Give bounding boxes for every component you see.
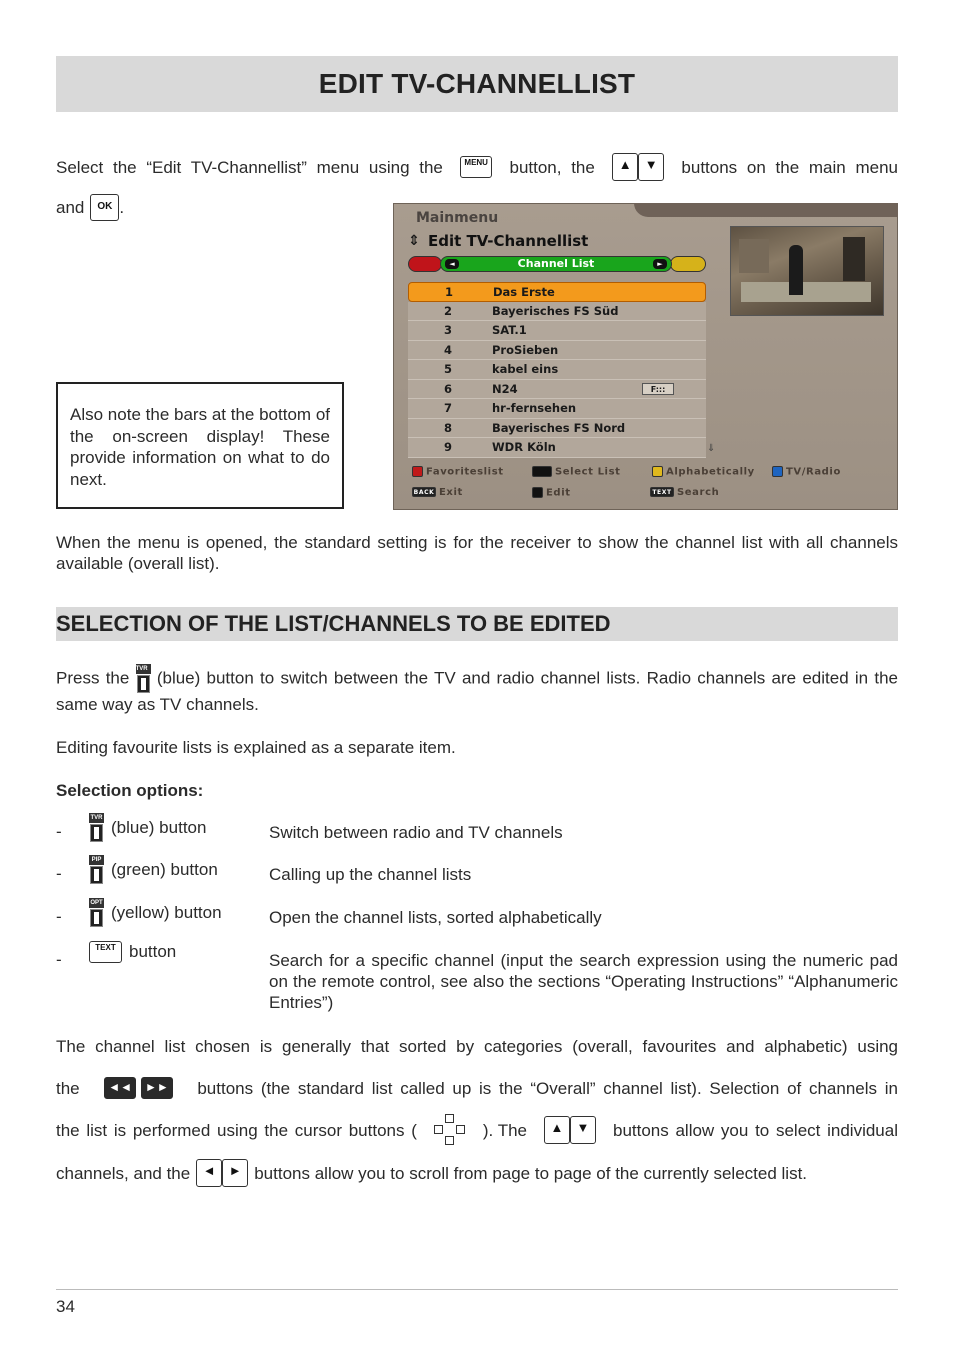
tv-channel-row[interactable] — [408, 419, 706, 439]
tv-channel-list-bar — [440, 256, 672, 272]
option-dash: - — [56, 822, 62, 841]
page-number: 34 — [56, 1297, 75, 1316]
tv-channel-name: Bayerisches FS Nord — [492, 420, 626, 435]
option-description: Calling up the channel lists — [269, 865, 472, 884]
right-arrow-key-icon: ► — [222, 1159, 248, 1187]
up-down-keys-2 — [544, 1116, 596, 1144]
tv-preview-image — [730, 226, 884, 316]
closing-text-2b: buttons (the standard list called up is the “Overall” channel list). Selection of channels in — [197, 1078, 898, 1098]
tv-legend-select-list: Select List — [532, 466, 621, 478]
option-button-label: button — [129, 942, 177, 961]
section-bar — [56, 607, 898, 641]
tv-yellow-pill — [670, 256, 706, 272]
option-button-label: (green) button — [111, 860, 218, 879]
tv-channel-number: 5 — [444, 362, 453, 376]
edit-key-icon — [532, 487, 543, 498]
tv-legend-row-2 — [412, 487, 882, 501]
option-description: Switch between radio and TV channels — [269, 823, 563, 842]
footer-divider — [56, 1289, 898, 1290]
tv-channel-name: Bayerisches FS Süd — [492, 303, 619, 318]
tv-favorite-badge: F::: — [642, 383, 674, 395]
menu-key-icon: MENU — [460, 156, 492, 178]
ok-key-icon: OK — [90, 194, 119, 221]
intro-text-4: and — [56, 198, 85, 217]
fastforward-key-icon: ►► — [141, 1077, 173, 1099]
tv-screen-image — [393, 203, 898, 510]
option-button-label: (yellow) button — [111, 903, 222, 922]
tv-legend-tv-radio: TV/Radio — [772, 466, 841, 478]
tv-red-pill — [408, 256, 442, 272]
press-text-1: Press the — [56, 668, 130, 688]
tvr-blue-key-icon: TVR — [136, 664, 151, 694]
tv-legend-exit: BACK Exit — [413, 487, 463, 498]
back-key-icon: BACK — [413, 489, 435, 496]
down-arrow-key-icon: ▼ — [570, 1116, 596, 1144]
intro-text-5: . — [119, 198, 125, 217]
title-bar — [56, 56, 898, 112]
tv-channel-number: 1 — [445, 285, 454, 299]
closing-line-1: The channel list chosen is generally that sorted by categories (overall, favourites and alphabetic) using — [56, 1037, 898, 1056]
closing-line-2 — [56, 1072, 898, 1104]
tv-tab-notch — [634, 203, 898, 217]
tv-legend-row-1 — [412, 466, 882, 480]
tv-channel-row[interactable] — [408, 321, 706, 341]
left-arrow-key-icon: ◄ — [196, 1159, 222, 1187]
tv-bar-label: Channel List — [517, 257, 595, 270]
press-text-2: (blue) button to switch between the TV and radio channel lists. Radio channels are edited in the same way as TV channels. — [56, 668, 899, 714]
closing-text-3c: buttons allow you to select individual — [612, 1120, 898, 1140]
tv-channel-name: ProSieben — [492, 342, 559, 357]
tv-channel-list — [408, 282, 706, 458]
tv-channel-name: kabel eins — [492, 362, 559, 376]
intro-line-1 — [56, 152, 898, 182]
left-right-keys — [196, 1159, 248, 1187]
tv-channel-number: 9 — [444, 440, 453, 454]
option-button-cell — [89, 813, 206, 843]
closing-line-4 — [56, 1157, 898, 1189]
tv-channel-row[interactable] — [408, 380, 706, 400]
option-row — [56, 942, 898, 1030]
note-text: Also note the bars at the bottom of the on-screen display! These provide information on what to do next. — [70, 405, 330, 489]
tvr-key-icon: TVR — [89, 813, 104, 843]
tv-channel-number: 3 — [444, 323, 453, 337]
tv-legend-edit: Edit — [532, 487, 571, 499]
blue-key-icon — [772, 466, 783, 477]
closing-text-3b: ). The — [482, 1120, 527, 1140]
rew-ffw-keys — [104, 1077, 173, 1100]
tv-channel-name: hr-fernsehen — [492, 401, 577, 415]
tv-channel-name: N24 — [492, 381, 518, 396]
rewind-key-icon: ◄◄ — [104, 1077, 136, 1099]
tv-mainmenu-label: Mainmenu — [416, 210, 499, 226]
tv-left-icon: ◄ — [445, 259, 459, 269]
option-button-cell — [89, 941, 176, 963]
section-title: SELECTION OF THE LIST/CHANNELS TO BE EDITED — [56, 611, 611, 636]
tv-channel-row[interactable] — [408, 360, 706, 380]
text-key-icon: TEXT — [650, 487, 674, 497]
tv-channel-number: 6 — [444, 381, 453, 396]
page-title: EDIT TV-CHANNELLIST — [318, 68, 636, 99]
tv-channel-number: 2 — [444, 303, 453, 318]
tv-channel-number: 4 — [444, 342, 453, 357]
up-down-keys — [612, 153, 664, 181]
option-dash: - — [56, 864, 62, 883]
note-box — [56, 382, 344, 509]
para-opened: When the menu is opened, the standard setting is for the receiver to show the channel list with all channels available (overall list). — [56, 533, 898, 573]
tv-legend-alphabetically: Alphabetically — [652, 466, 755, 478]
opt-key-icon: OPT — [89, 898, 104, 928]
down-arrow-key-icon: ▼ — [638, 153, 664, 181]
tv-scroll-icon: ⇓ — [707, 443, 716, 454]
option-dash: - — [56, 950, 62, 969]
tv-channel-row[interactable] — [408, 438, 706, 458]
option-dash: - — [56, 907, 62, 926]
intro-text-3: buttons on the main menu — [681, 157, 898, 177]
tv-channel-number: 7 — [444, 401, 453, 415]
tv-channel-row[interactable] — [408, 302, 706, 322]
intro-text-2: button, the — [509, 157, 595, 177]
option-button-cell — [89, 898, 222, 928]
options-heading: Selection options: — [56, 781, 204, 800]
closing-text-4b: buttons allow you to scroll from page to page of the currently selected list. — [254, 1163, 808, 1183]
tv-subtitle: Edit TV-Channellist — [428, 232, 589, 250]
yellow-key-icon — [652, 466, 663, 477]
option-button-label: (blue) button — [111, 818, 207, 837]
tv-legend-search: TEXT Search — [650, 487, 719, 498]
tv-legend-favoriteslist: Favoriteslist — [412, 466, 504, 478]
red-key-icon — [412, 466, 423, 477]
text-key-icon: TEXT — [89, 941, 122, 963]
tv-color-bar — [408, 256, 708, 274]
option-description: Open the channel lists, sorted alphabetically — [269, 908, 602, 927]
closing-text-3a: the list is performed using the cursor buttons ( — [56, 1120, 417, 1140]
rew-ffw-key-icon — [532, 466, 552, 477]
closing-text-2a: the — [56, 1078, 80, 1098]
up-arrow-key-icon: ▲ — [544, 1116, 570, 1144]
tv-channel-name: Das Erste — [493, 285, 555, 299]
tv-channel-row[interactable] — [408, 282, 706, 302]
tv-right-icon: ► — [653, 259, 667, 269]
tv-channel-name: SAT.1 — [492, 323, 527, 337]
pip-key-icon: PIP — [89, 855, 104, 885]
option-button-cell — [89, 855, 218, 885]
intro-text-1: Select the “Edit TV-Channellist” menu using the — [56, 157, 443, 177]
closing-text-4a: channels, and the — [56, 1163, 191, 1183]
tv-channel-row[interactable] — [408, 341, 706, 361]
tv-channel-number: 8 — [444, 420, 453, 435]
fav-para: Editing favourite lists is explained as a separate item. — [56, 738, 456, 757]
press-para — [56, 664, 898, 715]
cursor-cross-icon — [434, 1114, 466, 1146]
up-arrow-key-icon: ▲ — [612, 153, 638, 181]
tv-channel-row[interactable] — [408, 399, 706, 419]
option-description: Search for a specific channel (input the search expression using the numeric pad on the remote control, see also the sections “Operating Instructions” “Alphanumeric Entries”) — [269, 951, 898, 1012]
tv-channel-name: WDR Köln — [492, 440, 556, 454]
tv-updown-icon: ⇕ — [408, 233, 420, 249]
closing-line-3 — [56, 1110, 898, 1150]
